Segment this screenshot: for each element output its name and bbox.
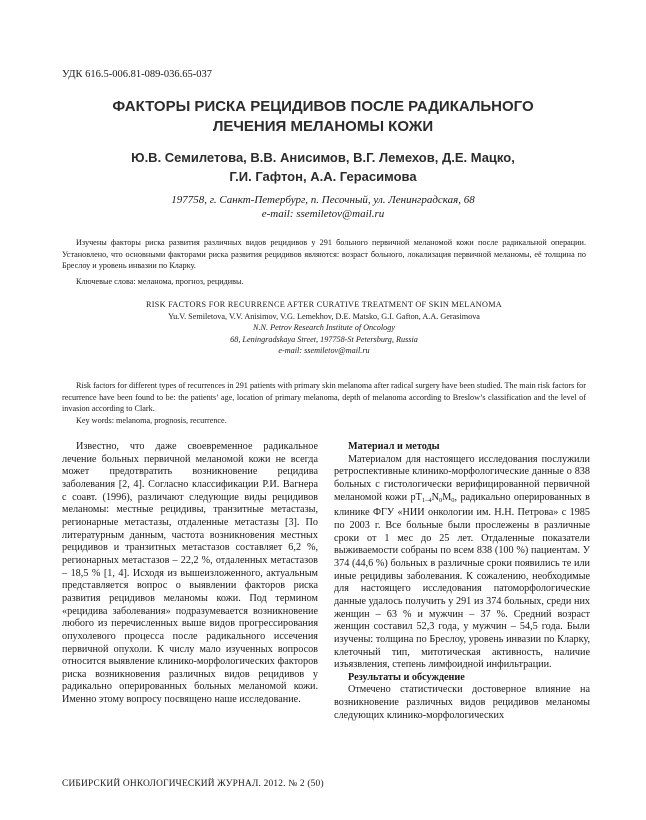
left-column (62, 441, 318, 707)
keywords-en-block (62, 415, 586, 427)
methods-paragraph (334, 454, 590, 672)
journal-footer: СИБИРСКИЙ ОНКОЛОГИЧЕСКИЙ ЖУРНАЛ. 2012. № 2 (50) (62, 779, 324, 789)
english-institute: N.N. Petrov Research Institute of Oncology (253, 323, 395, 332)
keywords-ru-block (62, 276, 586, 288)
english-authors: Yu.V. Semiletova, V.V. Anisimov, V.G. Lemekhov, D.E. Matsko, G.I. Gafton, A.A. Gerasimova (168, 311, 480, 321)
intro-paragraph: Известно, что даже своевременное радикальное лечение больных первичной меланомой кожи не всегда может предотвратить возникновение рецидива заболевания [2, 4]. Согласно классификации Р.И. Вагнера с соавт. (1996), различают следующие виды рецидивов меланомы: местные рецидивы, транзитные метастазы, регионарные метастазы, отдаленные метастазы [3]. По литературным данным, частота возникновения местных рецидивов и транзитных метастазов составляет 6,2 %, регионарных метастазов – 22,2 %, отдаленных метастазов – 18,5 % [1, 4]. Исходя из вышеизложенного, актуальным представляется вопрос о выявлении факторов риска развития рецидивов меланомы кожи. Под термином «рецидива заболевания» подразумевается возникновение любого из перечисленных выше видов прогрессирования опухолевого процесса после радикального иссечения первичной опухоли. К числу мало изученных вопросов относится выявление клинико-морфологических факторов риска возникновения различных видов рецидивов у радикально оперированных больных меланомой кожи. Именно этому вопросу посвящено наше исследование. (62, 441, 318, 706)
english-title: RISK FACTORS FOR RECURRENCE AFTER CURATIVE TREATMENT OF SKIN MELANOMA (145, 300, 503, 309)
abstract-ru (62, 237, 586, 272)
results-paragraph: Отмечено статистически достоверное влияние на возникновение различных видов рецидивов меланомы следующих клинико-морфологических (334, 684, 590, 721)
affiliation-email: e-mail: ssemiletov@mail.ru (261, 208, 385, 220)
authors (40, 148, 606, 186)
udk-code: УДК 616.5-006.81-089-036.65-037 (62, 69, 213, 80)
authors-line: Ю.В. Семилетова, В.В. Анисимов, В.Г. Лемехов, Д.Е. Мацко, (131, 150, 515, 165)
keywords-en: Key words: melanoma, prognosis, recurrence. (76, 416, 227, 425)
results-heading: Результаты и обсуждение (348, 671, 465, 683)
keywords-ru: Ключевые слова: меланома, прогноз, рецидивы. (76, 277, 244, 286)
methods-text-2: , радикально оперированных в клинике ФГУ «НИИ онкологии им. Н.Н. Петрова» с 1985 по 2003 г. Все больные были прослежены в различные сроки от 1 мес до 25 лет. Отдаленные показатели выживаемости собраны по всем 838 (100 %) пациентам. У 374 (44,6 %) больных в различные сроки появились те или иные рецидивы заболевания. К сожалению, необходимые для настоящего исследования патоморфологические данные удалось получить у 291 из 374 больных, среди них женщин – 63 % и мужчин – 37 %. Средний возраст женщин составил 52,3 года, у мужчин – 54,5 года. Были изучены: толщина по Бреслоу, уровень инвазии по Кларку, клеточный тип, митотическая активность, наличие изъязвления, степень лимфоидной инфильтрации. (334, 491, 590, 671)
english-email: e-mail: ssemiletov@mail.ru (278, 346, 370, 355)
english-address: 68, Leningradskaya Street, 197758-St Petersburg, Russia (230, 334, 418, 344)
right-column (334, 441, 590, 722)
stage-t-sub: 1–4 (421, 496, 432, 504)
stage-n: N (431, 491, 439, 503)
abstract-en (62, 380, 586, 415)
authors-line: Г.И. Гафтон, А.А. Герасимова (229, 169, 417, 184)
title-line: ЛЕЧЕНИЯ МЕЛАНОМЫ КОЖИ (212, 118, 434, 135)
stage-m-sub: 0 (451, 496, 455, 504)
affiliation-address: 197758, г. Санкт-Петербург, п. Песочный, ул. Ленинградская, 68 (171, 194, 475, 206)
abstract-en-text: Risk factors for different types of recurrences in 291 patients with primary skin melanoma after radical surgery have been studied. The main risk factors for recurrence have been found to be: the patients’ age, location of primary melanoma, depth of melanoma according to Breslow’s classification and the level of invasion according to Clark. (62, 381, 586, 414)
abstract-ru-text: Изучены факторы риска развития различных видов рецидивов у 291 больного первичной меланомой кожи после радикальной операции. Установлено, что основными факторами риска развития рецидивов являются: возраст больного, локализация первичной меланомы, её толщина по Бреслоу и уровень инвазии по Кларку. (62, 238, 586, 271)
title-line: ФАКТОРЫ РИСКА РЕЦИДИВОВ ПОСЛЕ РАДИКАЛЬНОГО (112, 98, 534, 115)
affiliation (40, 193, 606, 221)
english-header (62, 299, 586, 357)
article-title (40, 97, 606, 137)
methods-heading: Материал и методы (348, 441, 440, 452)
methods-text-1: Материалом для настоящего исследования послужили ретроспективные клинико-морфологические данные о 838 больных с гистологически верифицированной первичной меланомой кожи pT (334, 453, 590, 503)
stage-n-sub: 0 (438, 496, 443, 504)
stage-m: M (442, 491, 452, 503)
